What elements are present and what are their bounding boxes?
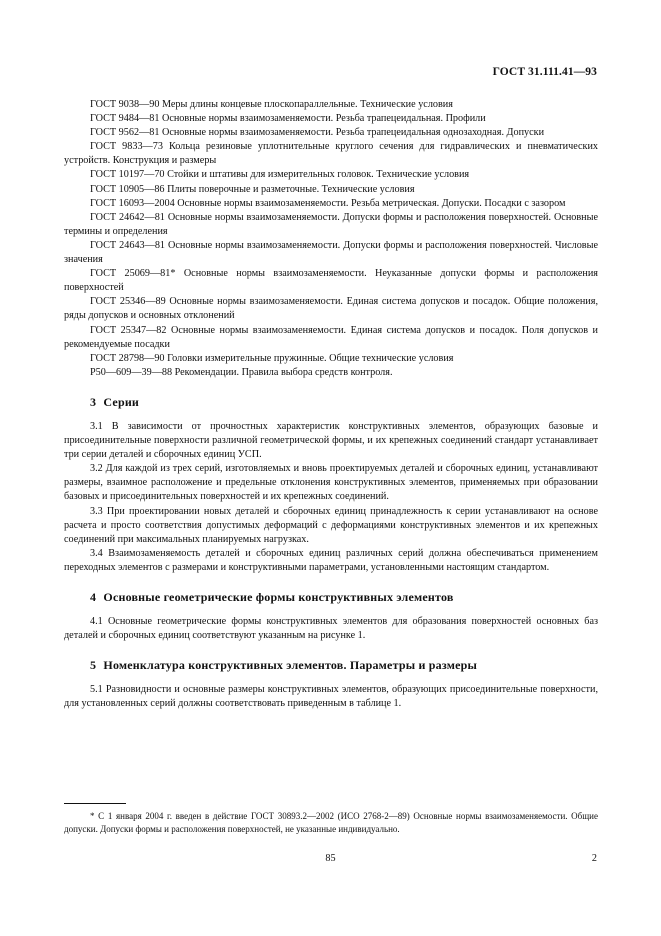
- reference-item: ГОСТ 9038—90 Меры длины концевые плоскопараллельные. Технические условия: [90, 99, 453, 110]
- paragraph: 4.1 Основные геометрические формы конструктивных элементов для образования поверхностей основных баз деталей и сборочных единиц соответствуют указанным на рисунке 1.: [64, 616, 598, 642]
- paragraph: 5.1 Разновидности и основные размеры конструктивных элементов, образующих присоединительные поверхности, для установленных серий должны соответствовать приведенным в таблице 1.: [64, 684, 598, 710]
- reference-item: ГОСТ 9562—81 Основные нормы взаимозаменяемости. Резьба трапецеидальная однозаходная. Допуски: [90, 127, 545, 139]
- section-number: 3: [90, 394, 97, 409]
- reference-item: ГОСТ 9833—73 Кольца резиновые уплотнительные круглого сечения для гидравлических и пневматических устройств. Конструкция и размеры: [64, 141, 598, 167]
- section-number: 5: [90, 658, 97, 673]
- footnote-divider: [64, 803, 126, 804]
- section-title: Основные геометрические формы конструктивных элементов: [103, 590, 454, 604]
- section-title: Серии: [103, 394, 140, 409]
- paragraph: 3.1 В зависимости от прочностных характеристик конструктивных элементов, образующих базовые и присоединительные поверхности различной геометрической формы, и их крепежных соединений стандарт устанавливает три серии деталей и сборочных единиц УСП.: [64, 420, 598, 461]
- section-5-heading: [90, 658, 598, 672]
- reference-item: ГОСТ 24642—81 Основные нормы взаимозаменяемости. Допуски формы и расположения поверхностей. Основные термины и определения: [64, 211, 598, 237]
- reference-item: ГОСТ 25346—89 Основные нормы взаимозаменяемости. Единая система допусков и посадок. Общие положения, ряды допусков и основных отклонений: [64, 296, 598, 322]
- section-number: 4: [90, 590, 97, 604]
- reference-item: ГОСТ 25347—82 Основные нормы взаимозаменяемости. Единая система допусков и посадок. Поля допусков и рекомендуемые посадки: [64, 324, 598, 350]
- reference-list: [64, 98, 598, 380]
- sheet-number: 2: [591, 853, 597, 864]
- section-title: Номенклатура конструктивных элементов. Параметры и размеры: [103, 658, 478, 673]
- reference-item: ГОСТ 25069—81* Основные нормы взаимозаменяемости. Неуказанные допуски формы и расположения поверхностей: [64, 268, 598, 294]
- section-3-heading: [90, 395, 598, 409]
- reference-item: ГОСТ 24643—81 Основные нормы взаимозаменяемости. Допуски формы и расположения поверхностей. Числовые значения: [64, 239, 598, 266]
- page-number: 85: [325, 853, 336, 864]
- paragraph: 3.2 Для каждой из трех серий, изготовляемых и вновь проектируемых деталей и сборочных единиц, устанавливают размеры, взаимное расположение и предельные отклонения конструктивных элементов, применяемых при образовании базовых и присоединительных поверхностей и их крепежных соединений.: [64, 463, 598, 503]
- standard-header: ГОСТ 31.111.41—93: [492, 66, 597, 78]
- paragraph: 3.4 Взаимозаменяемость деталей и сборочных единиц различных серий должна обеспечиваться применением переходных элементов с размерами и конструктивными параметрами, установленными настоящим стандартом.: [64, 547, 598, 573]
- reference-item: ГОСТ 16093—2004 Основные нормы взаимозаменяемости. Резьба метрическая. Допуски. Посадки с зазором: [90, 197, 566, 209]
- reference-item: ГОСТ 28798—90 Головки измерительные пружинные. Общие технические условия: [90, 352, 454, 364]
- reference-item: Р50—609—39—88 Рекомендации. Правила выбора средств контроля.: [90, 366, 393, 378]
- paragraph: 3.3 При проектировании новых деталей и сборочных единиц принадлежность к серии устанавливают на основе расчета и просто соответствия допустимых деформаций с деформациями конструктивных элементов и их крепежных соединений при максимальных планируемых нагрузках.: [64, 505, 598, 545]
- reference-item: ГОСТ 10905—86 Плиты поверочные и разметочные. Технические условия: [90, 183, 415, 195]
- reference-item: ГОСТ 10197—70 Стойки и штативы для измерительных головок. Технические условия: [90, 169, 470, 181]
- reference-item: ГОСТ 9484—81 Основные нормы взаимозаменяемости. Резьба трапецеидальная. Профили: [90, 113, 486, 125]
- footnote: * С 1 января 2004 г. введен в действие ГОСТ 30893.2—2002 (ИСО 2768-2—89) Основные нормы взаимозаменяемости. Общие допуски. Допуски формы и расположения поверхностей, не указанные индивидуально.: [64, 811, 598, 834]
- section-4-heading: [90, 590, 598, 604]
- document-body: [64, 98, 598, 712]
